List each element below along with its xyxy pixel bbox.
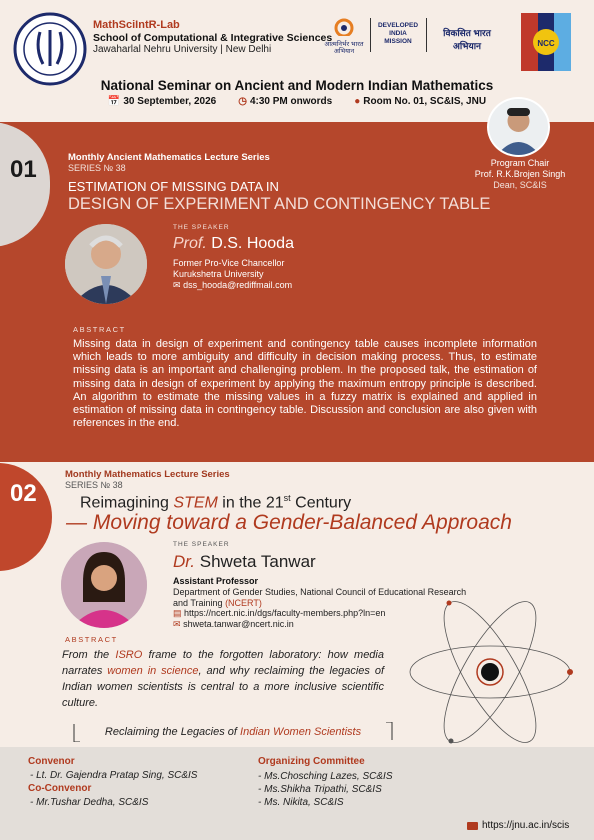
coconvenor-name: - Mr.Tushar Dedha, SC&IS bbox=[30, 797, 149, 808]
seminar-title: National Seminar on Ancient and Modern Indian Mathematics bbox=[100, 78, 494, 93]
talk2-number: 02 bbox=[10, 480, 37, 507]
speaker1-role: Former Pro-Vice Chancellor bbox=[173, 258, 285, 268]
talk2-series-number: SERIES № 38 bbox=[65, 480, 123, 490]
committee-member: - Ms.Shikha Tripathi, SC&IS bbox=[258, 784, 382, 795]
speaker1-org: Kurukshetra University bbox=[173, 269, 264, 279]
date-info: 📅 30 September, 2026 bbox=[107, 96, 217, 107]
calendar-icon: 📅 bbox=[107, 96, 121, 107]
talk1-series-number: SERIES № 38 bbox=[68, 163, 126, 173]
quote-brackets bbox=[72, 722, 394, 742]
link-icon: ▤ bbox=[173, 608, 182, 618]
speaker2-email[interactable]: shweta.tanwar@ncert.nic.in bbox=[183, 619, 294, 629]
talk1-title-line2: DESIGN OF EXPERIMENT AND CONTINGENCY TABLE bbox=[68, 195, 491, 213]
talk1-series-name: Monthly Ancient Mathematics Lecture Series bbox=[68, 152, 270, 163]
mail-icon: ✉ bbox=[173, 280, 181, 290]
developed-india-logo: DEVELOPED INDIA MISSION bbox=[377, 22, 419, 45]
school-name: School of Computational & Integrative Sciences bbox=[93, 32, 333, 44]
speaker1-email[interactable]: dss_hooda@rediffmail.com bbox=[183, 280, 293, 290]
speaker2-name: Dr. Shweta Tanwar bbox=[173, 552, 316, 571]
aatmanirbhar-logo: आत्मनिर्भर भारत अभियान bbox=[322, 14, 366, 54]
atom-illustration bbox=[395, 600, 590, 745]
university-name: Jawaharlal Nehru University | New Delhi bbox=[93, 44, 272, 55]
chair-role: Program Chair bbox=[490, 158, 550, 168]
speaker2-dept: Department of Gender Studies, National Council of Educational Research and Training (NCERT) bbox=[173, 587, 467, 608]
talk1-abstract-label: ABSTRACT bbox=[73, 325, 126, 334]
committee-member: - Ms.Chosching Lazes, SC&IS bbox=[258, 771, 393, 782]
organizing-committee-label: Organizing Committee bbox=[258, 756, 365, 767]
time-info: ◷ 4:30 PM onwords bbox=[238, 96, 333, 107]
chair-name: Prof. R.K.Brojen Singh bbox=[474, 169, 566, 179]
viksit-bharat-logo: विकसित भारत अभियान bbox=[443, 28, 491, 51]
website-icon bbox=[467, 822, 478, 830]
speaker2-email-row bbox=[173, 619, 294, 630]
talk2-series-name: Monthly Mathematics Lecture Series bbox=[65, 469, 230, 480]
speaker2-url-row bbox=[173, 608, 385, 619]
speaker2-photo bbox=[61, 542, 147, 628]
coconvenor-label: Co-Convenor bbox=[28, 783, 92, 794]
speaker1-photo bbox=[65, 224, 147, 304]
jnu-logo bbox=[13, 12, 87, 86]
speaker2-role: Assistant Professor bbox=[173, 576, 259, 586]
talk1-abstract: Missing data in design of experiment and contingency table causes incomplete information which leads to more ambiguity and difficulty in decision making process. Thus, to estimate missing data is an important and challenging problem. In the proposed talk, the estimation of missing data in design of experiment by applying the maximum entropy principle is described. An algorithm to estimate the missing values in a fuzzy matrix is explained and applied in estimation of missing data in contingency table. Discussion and conclusion are also given with references in the end. bbox=[73, 338, 537, 430]
mail-icon: ✉ bbox=[173, 619, 181, 629]
committee-member: - Ms. Nikita, SC&IS bbox=[258, 797, 344, 808]
website-row bbox=[467, 820, 569, 831]
convenor-name: - Lt. Dr. Gajendra Pratap Sing, SC&IS bbox=[30, 770, 198, 781]
talk2-quote: Reclaiming the Legacies of Indian Women Scientists bbox=[72, 722, 394, 742]
chair-photo bbox=[487, 97, 550, 157]
ncc-logo bbox=[520, 12, 572, 72]
clock-icon: ◷ bbox=[238, 96, 247, 107]
talk1-number: 01 bbox=[10, 156, 37, 183]
convenor-label: Convenor bbox=[28, 756, 75, 767]
talk2-abstract: From the ISRO frame to the forgotten laboratory: how media narrates women in science, and why reclaiming the legacies of Indian women scientists is central to a more inclusive scientific culture. bbox=[62, 649, 384, 709]
svg-text:NCC: NCC bbox=[537, 39, 555, 48]
talk2-abstract-label: ABSTRACT bbox=[65, 635, 118, 644]
lab-name: MathSciIntR-Lab bbox=[93, 19, 180, 31]
chair-dept: Dean, SC&IS bbox=[493, 180, 547, 190]
speaker1-label: THE SPEAKER bbox=[173, 224, 230, 231]
speaker1-name: Prof. D.S. Hooda bbox=[173, 235, 294, 252]
speaker1-email-row bbox=[173, 280, 292, 291]
speaker2-url[interactable]: https://ncert.nic.in/dgs/faculty-members.php?ln=en bbox=[184, 608, 386, 618]
talk2-subtitle: — Moving toward a Gender-Balanced Approach bbox=[66, 511, 512, 534]
talk1-title-line1: ESTIMATION OF MISSING DATA IN bbox=[68, 179, 279, 194]
talk2-title: Reimagining STEM in the 21st Century bbox=[80, 493, 352, 512]
website-link[interactable]: https://jnu.ac.in/scis bbox=[482, 820, 570, 831]
location-pin-icon: ● bbox=[354, 96, 361, 107]
speaker2-label: THE SPEAKER bbox=[173, 541, 230, 548]
venue-info: ● Room No. 01, SC&IS, JNU bbox=[354, 96, 487, 107]
